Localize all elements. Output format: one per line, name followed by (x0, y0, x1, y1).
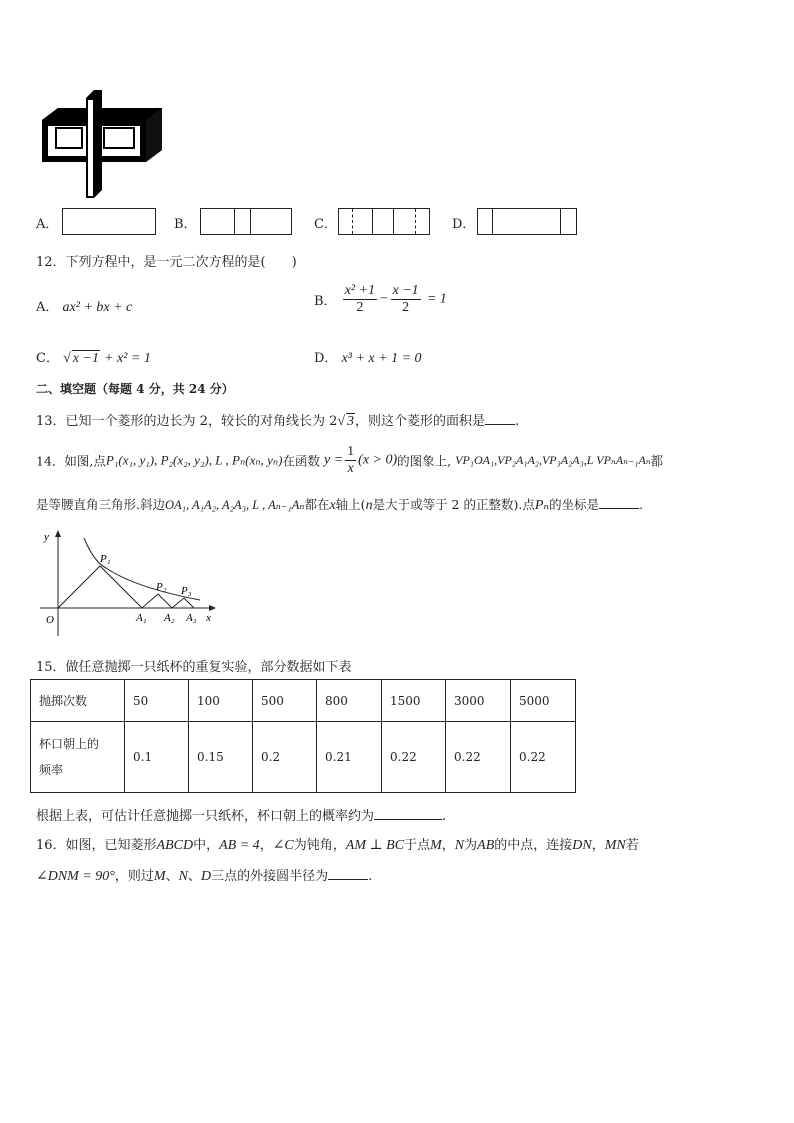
q14-graph-a1: A₁ (136, 612, 147, 624)
q15-table (30, 679, 576, 793)
table-cell: 5000 (511, 680, 576, 722)
q14-line2-a: 是等腰直角三角形.斜边 (36, 497, 165, 512)
q14-func-num: 1 (347, 444, 355, 459)
q12-option-b (314, 283, 447, 316)
q12-b-label: B． (314, 294, 337, 309)
q11-option-d-label: D． (452, 217, 476, 232)
q16-l1-a: 16．如图，已知菱形 (36, 838, 157, 853)
q14-line2-d: 是大于或等于 2 的正整数).点 (372, 497, 535, 512)
q16-l1-d: 为钝角， (293, 838, 346, 853)
q11-option-b-label: B． (174, 217, 197, 232)
q16-l1-i: ， (591, 838, 605, 853)
q14-graph (36, 528, 226, 640)
q14-graph-p2: P₂ (156, 581, 167, 593)
q11-option-d-figure (477, 208, 577, 235)
q11-figure (38, 86, 166, 198)
q14-p4: 都 (650, 453, 664, 469)
q15-row2-header (31, 722, 125, 793)
q12-b-minus: − (379, 291, 389, 307)
q14-func-den: x (347, 461, 354, 476)
q12-d-label: D． (314, 351, 338, 366)
table-row (31, 680, 576, 722)
q16-l2-e: 三点的外接圆半径为 (211, 869, 329, 884)
q16-answer-blank[interactable] (328, 867, 368, 880)
q12-stem: 12．下列方程中，是一元二次方程的是( ) (36, 255, 297, 270)
q15-stem: 15．做任意抛掷一只纸杯的重复实验，部分数据如下表 (36, 660, 352, 675)
table-cell: 0.2 (253, 722, 317, 793)
q13-after: ，则这个菱形的面积是 (355, 414, 486, 429)
q16-l1-ab2: AB (477, 838, 495, 853)
q15-row2-header-b: 频率 (39, 763, 64, 777)
table-cell: 500 (253, 680, 317, 722)
q16-l1-n: N (454, 838, 465, 853)
q15-answer-blank[interactable] (374, 807, 442, 820)
table-cell: 800 (317, 680, 382, 722)
q14-points: P₁(x₁, y₁), P₂(x₂, y₂), L , Pₙ(xₙ, yₙ) (105, 452, 283, 468)
q12-b-rhs: = 1 (426, 291, 447, 307)
q14-line2-c: 轴上( (335, 497, 366, 512)
table-cell: 0.21 (317, 722, 382, 793)
q11-option-a-label: A． (36, 217, 59, 232)
q14-func-cond: (x > 0) (358, 452, 398, 468)
q13-before: 13．已知一个菱形的边长为 2，较长的对角线长为 2 (36, 414, 338, 429)
q14-line2-segs: OA₁, A₁A₂, A₂A₃, L , Aₙ₋₁Aₙ (164, 498, 305, 512)
q16-l1-m: M (430, 838, 442, 853)
q12-b-num2: x −1 (392, 283, 419, 298)
q12-d-expr: x³ + x + 1 = 0 (341, 351, 422, 366)
q16-l2-m: M (153, 869, 166, 884)
q16-l2-end: . (368, 869, 373, 884)
q11-option-a-figure (62, 208, 156, 235)
q14-line2-x: x (329, 498, 336, 513)
table-cell: 100 (189, 680, 253, 722)
q12-a-label: A． (36, 300, 59, 315)
q12-c-radicand: x −1 (72, 351, 99, 366)
table-cell: 0.22 (511, 722, 576, 793)
q13-radicand: 3 (347, 414, 355, 429)
section-title: 二、填空题（每题 4 分，共 24 分） (36, 382, 234, 396)
q16-l1-mn: MN (604, 838, 626, 853)
q11-option-b-figure (200, 208, 292, 235)
table-row (31, 722, 576, 793)
q15-row1-header: 抛掷次数 (31, 680, 125, 722)
q16-l1-f: ， (441, 838, 455, 853)
q16-l1-e: 于点 (404, 838, 431, 853)
q16-line2 (36, 865, 372, 885)
q14-graph-a2: A₂ (164, 612, 175, 624)
q14-p3: 的图象上, (397, 453, 452, 469)
q11-option-c-label: C． (314, 217, 337, 232)
q16-l1-h: 的中点，连接 (494, 838, 573, 853)
q16-l1-g: 为 (464, 838, 478, 853)
table-cell: 3000 (446, 680, 511, 722)
table-cell: 1500 (382, 680, 446, 722)
q16-l1-dn: DN (572, 838, 592, 853)
q16-l2-d: D (200, 869, 212, 884)
q14-graph-a3: A₃ (186, 612, 197, 624)
table-cell: 0.1 (125, 722, 189, 793)
q16-l1-j: 若 (625, 838, 639, 853)
q16-l1-abcd: ABCD (156, 838, 194, 853)
q12-option-a (36, 296, 132, 316)
q12-b-num1: x² +1 (344, 283, 376, 298)
q12-c-label: C． (36, 351, 59, 366)
q12-option-c: C． √ x −1 + x² = 1 (36, 351, 151, 366)
q16-l1-perp: AM ⊥ BC (345, 838, 405, 853)
q16-line1 (36, 834, 639, 854)
q14-line2-b: 都在 (304, 497, 330, 512)
q14-graph-y-label: y (44, 531, 49, 543)
q16-l2-b: 、 (165, 869, 179, 884)
q16-l2-a: ，则过 (114, 869, 154, 884)
q16-l1-c: ， (259, 838, 273, 853)
table-cell: 0.22 (446, 722, 511, 793)
q13: 13．已知一个菱形的边长为 2，较长的对角线长为 2√ 3，则这个菱形的面积是 . (36, 414, 520, 429)
q15-row2-header-a: 杯口朝上的 (39, 737, 100, 751)
q12-b-den1: 2 (356, 300, 364, 315)
q14-graph-x-label: x (206, 612, 211, 624)
q14-answer-blank[interactable] (599, 496, 639, 509)
q14-line2-e: 的坐标是 (549, 497, 600, 512)
q14-func-lhs: y = (323, 452, 344, 468)
q16-l1-ab: AB = 4 (219, 838, 260, 853)
q12-b-den2: 2 (402, 300, 410, 315)
q13-end: . (515, 414, 520, 429)
q14-p2: 在函数 (282, 453, 320, 469)
q15-after (36, 805, 446, 824)
table-cell: 50 (125, 680, 189, 722)
q16-l2-c: 、 (187, 869, 201, 884)
q11-option-c-figure (338, 208, 430, 235)
q14-line2-pn: Pₙ (534, 498, 550, 513)
table-cell: 0.15 (189, 722, 253, 793)
q14-line2 (36, 495, 643, 514)
q16-l2-angle: ∠DNM = 90° (36, 869, 115, 884)
q12-c-rest: + x² = 1 (104, 351, 151, 366)
table-cell: 0.22 (382, 722, 446, 793)
q13-answer-blank[interactable] (485, 412, 515, 425)
q14-line2-n: n (365, 498, 373, 513)
q15-end: . (442, 809, 447, 824)
q12-a-expr: ax² + bx + c (62, 300, 133, 315)
q16-l1-b: 中， (193, 838, 220, 853)
q14-graph-p1: P₁ (100, 553, 111, 565)
q14-line2-end: . (639, 497, 644, 512)
q14-triangles: VP₁OA₁,VP₂A₁A₂,VP₃A₂A₃,L VPₙAₙ₋₁Aₙ (455, 453, 651, 467)
q14-graph-p3: P₃ (181, 585, 192, 597)
q14-p1: 14．如图,点 (36, 453, 106, 469)
q15-after-text: 根据上表，可估计任意抛掷一只纸杯，杯口朝上的概率约为 (36, 809, 375, 824)
q12-option-d (314, 347, 422, 367)
q14-line1 (36, 444, 663, 477)
q16-l1-angle: ∠C (272, 838, 294, 853)
q14-graph-origin: O (46, 614, 54, 626)
q16-l2-n: N (178, 869, 188, 884)
